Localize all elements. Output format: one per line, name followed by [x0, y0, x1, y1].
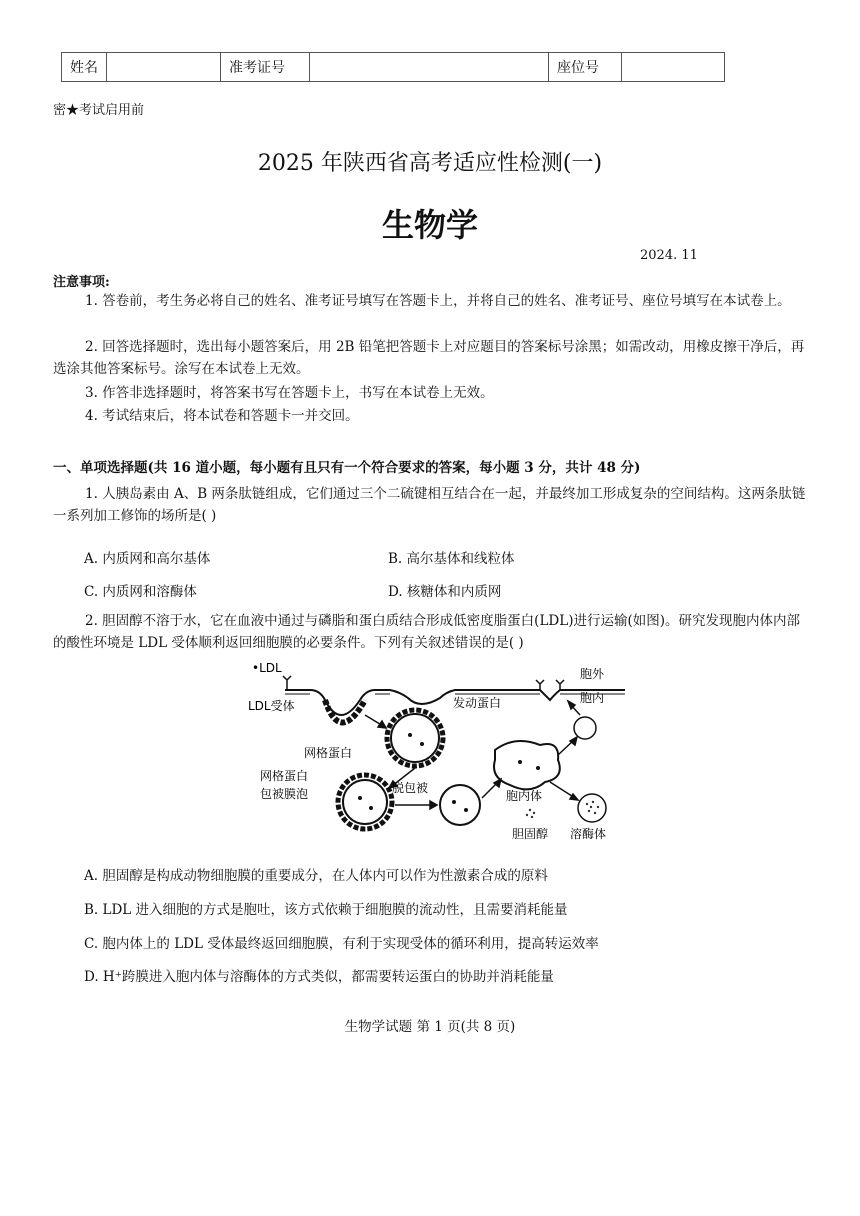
seat-label: 座位号	[549, 53, 622, 82]
exam-id-field[interactable]	[310, 53, 549, 82]
label-lysosome: 溶酶体	[570, 827, 607, 841]
question-1-option-d: D. 核糖体和内质网	[388, 584, 502, 600]
candidate-info-table	[61, 52, 725, 82]
name-label: 姓名	[62, 53, 107, 82]
question-1-stem: 1. 人胰岛素由 A、B 两条肽链组成，它们通过三个二硫键相互结合在一起，并最终加工形成复杂的空间结构。这两条肽链一系列加工修饰的场所是( )	[53, 486, 806, 524]
label-outside: 胞外	[580, 667, 605, 681]
question-2-option-b: B. LDL 进入细胞的方式是胞吐，该方式依赖于细胞膜的流动性，且需要消耗能量	[84, 902, 568, 918]
name-field[interactable]	[107, 53, 221, 82]
question-2-option-a: A. 胆固醇是构成动物细胞膜的重要成分，在人体内可以作为性激素合成的原料	[84, 868, 548, 884]
label-cholesterol: 胆固醇	[512, 827, 549, 841]
notice-heading: 注意事项:	[53, 275, 110, 290]
question-2-option-c: C. 胞内体上的 LDL 受体最终返回细胞膜，有利于实现受体的循环利用，提高转运效率	[84, 936, 599, 952]
exam-title: 2025 年陕西省高考适应性检测(一)	[257, 151, 603, 176]
question-1-option-a: A. 内质网和高尔基体	[84, 551, 211, 567]
notice-item-3: 3. 作答非选择题时，将答案书写在答题卡上，书写在本试卷上无效。	[85, 385, 494, 401]
notice-item-4: 4. 考试结束后，将本试卷和答题卡一并交回。	[85, 408, 359, 424]
label-clathrin: 网格蛋白	[304, 746, 353, 760]
label-coated-vesicle-1: 网格蛋白	[260, 769, 309, 783]
label-uncoat: 脱包被	[392, 781, 429, 795]
confidential-mark: 密★考试启用前	[53, 103, 145, 118]
page-footer: 生物学试题 第 1 页(共 8 页)	[344, 1019, 516, 1035]
label-ldl-receptor: LDL受体	[248, 699, 295, 713]
question-1-option-c: C. 内质网和溶酶体	[84, 584, 197, 600]
ldl-endocytosis-figure	[240, 660, 630, 850]
notice-item-1: 1. 答卷前，考生务必将自己的姓名、准考证号填写在答题卡上，并将自己的姓名、准考证号、座位号填写在本试卷上。	[85, 293, 791, 309]
question-2-option-d: D. H⁺跨膜进入胞内体与溶酶体的方式类似，都需要转运蛋白的协助并消耗能量	[84, 969, 554, 985]
question-2-stem: 2. 胆固醇不溶于水，它在血液中通过与磷脂和蛋白质结合形成低密度脂蛋白(LDL)进行运输(如图)。研究发现胞内体内部的酸性环境是 LDL 受体顺利返回细胞膜的必要条件。下列有关叙述错误的是( )	[53, 613, 800, 651]
label-ldl: •LDL	[252, 661, 282, 675]
label-endosome: 胞内体	[506, 789, 543, 803]
question-1-option-b: B. 高尔基体和线粒体	[388, 551, 515, 567]
exam-date: 2024. 11	[640, 248, 698, 263]
notice-item-2: 2. 回答选择题时，选出每小题答案后，用 2B 铅笔把答题卡上对应题目的答案标号涂黑；如需改动，用橡皮擦干净后，再选涂其他答案标号。涂写在本试卷上无效。	[53, 339, 805, 377]
label-inside: 胞内	[580, 691, 605, 705]
section-heading: 一、单项选择题(共 16 道小题，每小题有且只有一个符合要求的答案，每小题 3 分，共计 48 分)	[53, 460, 641, 476]
label-motor-protein: 发动蛋白	[453, 696, 502, 710]
exam-id-label: 准考证号	[221, 53, 310, 82]
label-coated-vesicle-2: 包被膜泡	[260, 787, 309, 801]
seat-field[interactable]	[622, 53, 725, 82]
subject-title: 生物学	[381, 206, 478, 244]
